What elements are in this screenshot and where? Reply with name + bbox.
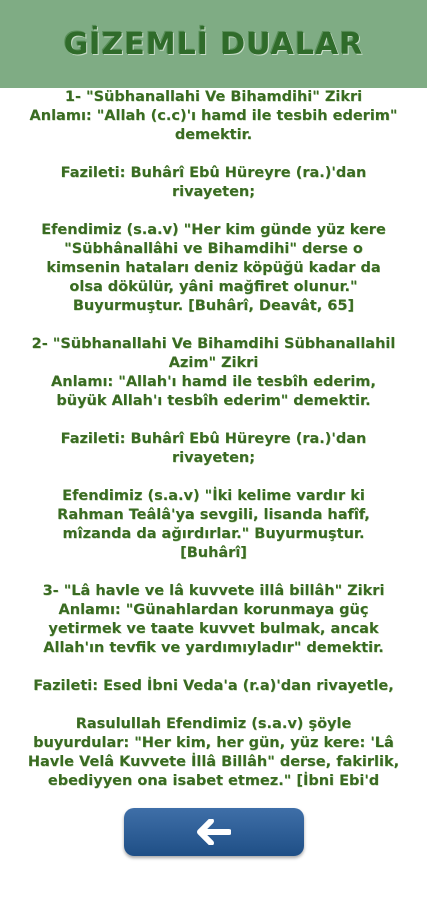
dua-text-line: Anlamı: "Allah'ı hamd ile tesbîh ederim,: [51, 374, 376, 390]
dua-text-line: Rasulullah Efendimiz (s.a.v) şöyle: [75, 716, 352, 732]
dua-text-line: demektir.: [174, 127, 253, 143]
dua-text-line: büyük Allah'ı tesbîh ederim" demektir.: [56, 393, 371, 409]
dua-paragraph: [8, 715, 419, 791]
dua-text-line: rivayeten;: [171, 184, 256, 200]
dua-text-line: rivayeten;: [171, 450, 256, 466]
dua-paragraph: [8, 221, 419, 316]
dua-text-line: kimsenin hataları deniz köpüğü kadar da: [46, 260, 381, 276]
dua-text-line: 2- "Sübhanallahi Ve Bihamdihi Sübhanallahil: [31, 336, 396, 352]
dua-paragraph: [8, 487, 419, 563]
dua-paragraph: [8, 164, 419, 202]
dua-text-line: buyurdular: "Her kim, her gün, yüz kere: 'Lâ: [33, 735, 394, 751]
dua-text-line: 1- "Sübhanallahi Ve Bihamdihi" Zikri: [64, 89, 363, 105]
dua-paragraph: [8, 677, 419, 696]
dua-paragraph: [8, 335, 419, 411]
dua-text-line: Anlamı: "Allah (c.c)'ı hamd ile tesbih ederim": [29, 108, 398, 124]
dua-text-line: mîzanda da ağırdırlar." Buyurmuştur.: [62, 526, 365, 542]
back-button[interactable]: [124, 808, 304, 856]
dua-text-line: ebediyyen ona isabet etmez." [İbni Ebi'd: [47, 773, 380, 789]
dua-text-line: Allah'ın tevfik ve yardımıyladır" demektir.: [43, 640, 384, 656]
dua-text-line: 3- "Lâ havle ve lâ kuvvete illâ billâh" Zikri: [42, 583, 385, 599]
dua-text-line: Havle Velâ Kuvvete İllâ Billâh" derse, fakirlik,: [27, 754, 400, 770]
dua-text-line: Rahman Teâlâ'ya sevgili, lisanda hafîf,: [57, 507, 370, 523]
dua-text-line: Efendimiz (s.a.v) "Her kim günde yüz kere: [41, 222, 386, 238]
dua-text-line: Azim" Zikri: [168, 355, 259, 371]
dua-text-scroll[interactable]: [8, 88, 419, 798]
dua-text-line: "Sübhânallâhi ve Bihamdihi" derse o: [64, 241, 363, 257]
dua-text-line: Fazileti: Buhârî Ebû Hüreyre (ra.)'dan: [60, 165, 367, 181]
dua-text-line: olsa dökülür, yâni mağfiret olunur.": [69, 279, 358, 295]
dua-text-line: Anlamı: "Günahlardan korunmaya güç: [58, 602, 369, 618]
app-header: [0, 0, 427, 88]
dua-text-line: Fazileti: Esed İbni Veda'a (r.a)'dan rivayetle,: [33, 678, 394, 694]
dua-paragraph: [8, 430, 419, 468]
dua-text-line: yetirmek ve taate kuvvet bulmak, ancak: [48, 621, 379, 637]
dua-text-line: Fazileti: Buhârî Ebû Hüreyre (ra.)'dan: [60, 431, 367, 447]
dua-text-line: Buyurmuştur. [Buhârî, Deavât, 65]: [72, 298, 355, 314]
dua-text-line: [Buhârî]: [180, 545, 247, 561]
page-title: GİZEMLİ DUALAR: [63, 26, 364, 62]
dua-text-line: Efendimiz (s.a.v) "İki kelime vardır ki: [62, 488, 365, 504]
dua-paragraph: [8, 88, 419, 145]
arrow-left-icon: [197, 819, 231, 845]
dua-paragraph: [8, 582, 419, 658]
